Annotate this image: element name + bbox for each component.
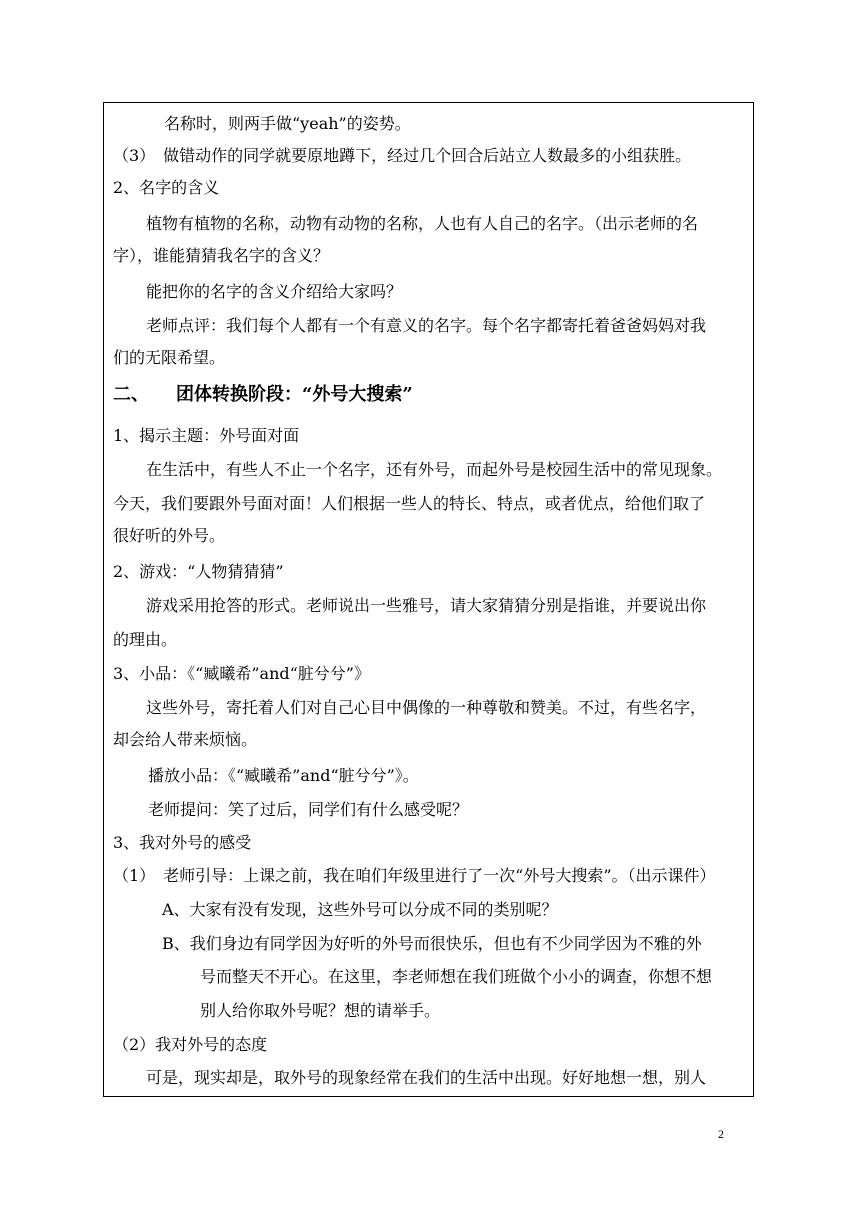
text-line-27: 别人给你取外号呢？想的请举手。	[200, 1001, 441, 1020]
text-line-17: 3、小品：《“臧曦希”and“脏兮兮”》	[113, 664, 370, 683]
text-line-15: 游戏采用抢答的形式。老师说出一些雅号，请大家猜猜分别是指谁，并要说出你	[146, 596, 707, 615]
text-line-1: 名称时，则两手做“yeah”的姿势。	[164, 114, 411, 133]
text-line-6: 能把你的名字的含义介绍给大家吗？	[146, 282, 403, 301]
text-line-7: 老师点评：我们每个人都有一个有意义的名字。每个名字都寄托着爸爸妈妈对我	[146, 316, 707, 335]
text-line-28: （2）我对外号的态度	[113, 1035, 268, 1054]
text-line-5: 字），谁能猜猜我名字的含义？	[113, 246, 330, 265]
text-line-22: 3、我对外号的感受	[113, 833, 252, 852]
text-line-26: 号而整天不开心。在这里，李老师想在我们班做个小小的调查，你想不想	[200, 967, 713, 986]
text-line-20: 播放小品：《“臧曦希”and“脏兮兮”》。	[148, 766, 419, 785]
text-line-18: 这些外号，寄托着人们对自己心目中偶像的一种尊敬和赞美。不过，有些名字，	[146, 698, 707, 717]
section-heading: 二、 团体转换阶段：“外号大搜索”	[113, 384, 413, 405]
text-line-8: 们的无限希望。	[113, 348, 226, 367]
text-line-2: （3） 做错动作的同学就要原地蹲下，经过几个回合后站立人数最多的小组获胜。	[113, 146, 692, 165]
text-line-12: 今天，我们要跟外号面对面！人们根据一些人的特长、特点，或者优点，给他们取了	[113, 494, 706, 513]
text-line-11: 在生活中，有些人不止一个名字，还有外号，而起外号是校园生活中的常见现象。	[146, 460, 723, 479]
text-line-14: 2、游戏：“人物猜猜猜”	[113, 562, 284, 581]
text-line-25: B、我们身边有同学因为好听的外号而很快乐，但也有不少同学因为不雅的外	[162, 934, 702, 953]
text-line-24: A、大家有没有发现，这些外号可以分成不同的类别呢？	[162, 900, 558, 919]
text-line-19: 却会给人带来烦恼。	[113, 730, 258, 749]
page-number: 2	[718, 1127, 724, 1141]
text-line-16: 的理由。	[113, 630, 178, 649]
text-line-29: 可是，现实却是，取外号的现象经常在我们的生活中出现。好好地想一想，别人	[146, 1068, 707, 1087]
text-line-23: （1） 老师引导：上课之前，我在咱们年级里进行了一次“外号大搜索”。（出示课件）	[113, 866, 716, 885]
text-line-13: 很好听的外号。	[113, 526, 226, 545]
text-line-4: 植物有植物的名称，动物有动物的名称，人也有人自己的名字。（出示老师的名	[146, 214, 699, 233]
text-line-21: 老师提问：笑了过后，同学们有什么感受呢？	[148, 800, 469, 819]
text-line-3: 2、名字的含义	[113, 178, 220, 197]
text-line-10: 1、揭示主题：外号面对面	[113, 426, 300, 445]
